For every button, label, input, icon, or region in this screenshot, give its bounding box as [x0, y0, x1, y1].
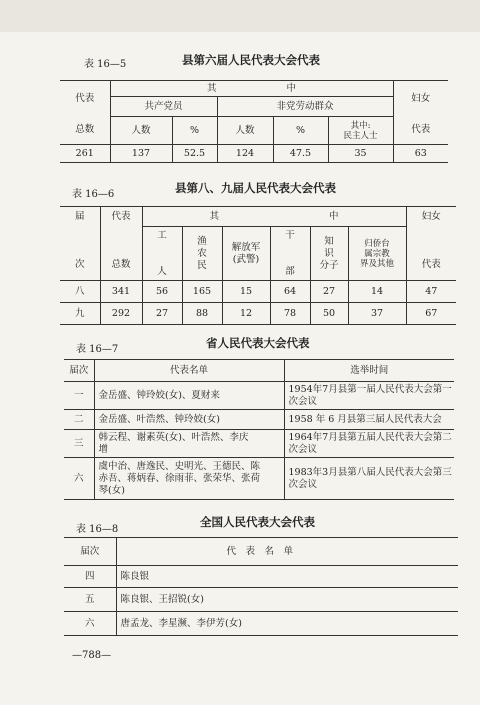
table-cell: 陈良银、王招锐(女) [116, 588, 458, 612]
table-cell: 47 [406, 281, 456, 303]
table-cell: 1954年7月县第一届人民代表大会第一 次会议 [284, 382, 454, 410]
table-cell: 165 [182, 281, 222, 303]
table-cell: 137 [110, 145, 172, 163]
table-county-6th-congress [60, 80, 448, 163]
table-cell: 37 [348, 303, 406, 325]
table-cell: 1964年7月县第五届人民代表大会第二 次会议 [284, 430, 454, 458]
table-label: 表 16—5 [84, 59, 127, 70]
table-cell: 1983年3月县第八届人民代表大会第三 次会议 [284, 458, 454, 500]
table-cell: 陈良银 [116, 566, 458, 588]
table-title: 省人民代表大会代表 [206, 336, 310, 350]
header-cell: 代表名单 [94, 360, 284, 382]
header-cell: 工 人 [142, 227, 182, 281]
header-cell: 其 中 [142, 207, 406, 227]
table-cell: 47.5 [273, 145, 328, 163]
table-cell: 56 [142, 281, 182, 303]
table-row [64, 566, 458, 588]
header-cell: 届 次 [60, 207, 100, 281]
header-cell: 共产党员 [110, 97, 217, 117]
table-provincial-congress [64, 359, 454, 500]
header-cell: 其 中 [110, 81, 393, 97]
table-row [64, 382, 454, 410]
table-cell: 九 [60, 303, 100, 325]
header-cell: 代表 [60, 81, 110, 117]
table-cell: 三 [64, 430, 94, 458]
table-row [64, 458, 454, 500]
table-cell: 六 [64, 612, 116, 636]
table-county-8th-9th-congress [60, 206, 456, 325]
header-cell: 选举时间 [284, 360, 454, 382]
table-title: 全国人民代表大会代表 [200, 515, 315, 529]
header-cell: 总数 [60, 117, 110, 145]
table-row [60, 303, 456, 325]
table-cell: 78 [270, 303, 310, 325]
table-label: 表 16—8 [76, 524, 119, 535]
table-cell: 14 [348, 281, 406, 303]
table-cell: 虞中治、唐逸民、史明光、王德民、陈 赤吾、蒋炳春、徐雨菲、张荣华、张荷 琴(女) [94, 458, 284, 500]
header-cell: 代表 总数 [100, 207, 142, 281]
table-cell: 八 [60, 281, 100, 303]
header-cell: 妇女 [393, 81, 448, 117]
table-cell: 50 [310, 303, 348, 325]
table-cell: 67 [406, 303, 456, 325]
table-cell: 金岳盛、钟玲姣(女)、夏财来 [94, 382, 284, 410]
table-cell: 一 [64, 382, 94, 410]
table-cell: 15 [222, 281, 270, 303]
header-cell: 代表 [393, 117, 448, 145]
table-cell: 六 [64, 458, 94, 500]
table-cell: 63 [393, 145, 448, 163]
header-cell: 渔 农 民 [182, 227, 222, 281]
header-cell: 其中: 民主人士 [328, 117, 393, 145]
page-number: —788— [72, 650, 112, 661]
table-row [64, 588, 458, 612]
table-national-congress [64, 537, 458, 636]
table-label: 表 16—6 [72, 189, 115, 200]
table-cell: 唐孟龙、李星濒、李伊芳(女) [116, 612, 458, 636]
header-cell: 非党劳动群众 [217, 97, 393, 117]
table-cell: 35 [328, 145, 393, 163]
page-header-band [0, 0, 480, 32]
header-cell: 代 表 名 单 [116, 538, 458, 566]
table-cell: 88 [182, 303, 222, 325]
header-cell: 归侨台 属宗教 界及其他 [348, 227, 406, 281]
header-cell: % [273, 117, 328, 145]
table-row [60, 281, 456, 303]
table-cell: 64 [270, 281, 310, 303]
header-cell: 人数 [217, 117, 273, 145]
table-title: 县第六届人民代表大会代表 [182, 53, 320, 67]
table-cell: 124 [217, 145, 273, 163]
table-cell: 261 [60, 145, 110, 163]
table-cell: 27 [310, 281, 348, 303]
table-row [64, 410, 454, 430]
table-cell: 292 [100, 303, 142, 325]
table-cell: 1958 年 6 月县第三届人民代表大会 [284, 410, 454, 430]
table-cell: 12 [222, 303, 270, 325]
table-cell: 27 [142, 303, 182, 325]
table-cell: 韩云程、谢素英(女)、叶浩然、李庆 增 [94, 430, 284, 458]
header-cell: 届次 [64, 538, 116, 566]
header-cell: 人数 [110, 117, 172, 145]
table-label: 表 16—7 [76, 344, 119, 355]
table-row [64, 612, 458, 636]
table-cell: 52.5 [172, 145, 217, 163]
table-cell: 二 [64, 410, 94, 430]
header-cell: 妇女 代表 [406, 207, 456, 281]
table-row [60, 145, 448, 163]
table-row [64, 430, 454, 458]
header-cell: 解放军 (武警) [222, 227, 270, 281]
header-cell: % [172, 117, 217, 145]
table-title: 县第八、九届人民代表大会代表 [175, 181, 336, 195]
table-cell: 四 [64, 566, 116, 588]
header-cell: 干 部 [270, 227, 310, 281]
header-cell: 届次 [64, 360, 94, 382]
table-cell: 五 [64, 588, 116, 612]
table-cell: 341 [100, 281, 142, 303]
table-cell: 金岳盛、叶浩然、钟玲姣(女) [94, 410, 284, 430]
header-cell: 知 识 分子 [310, 227, 348, 281]
